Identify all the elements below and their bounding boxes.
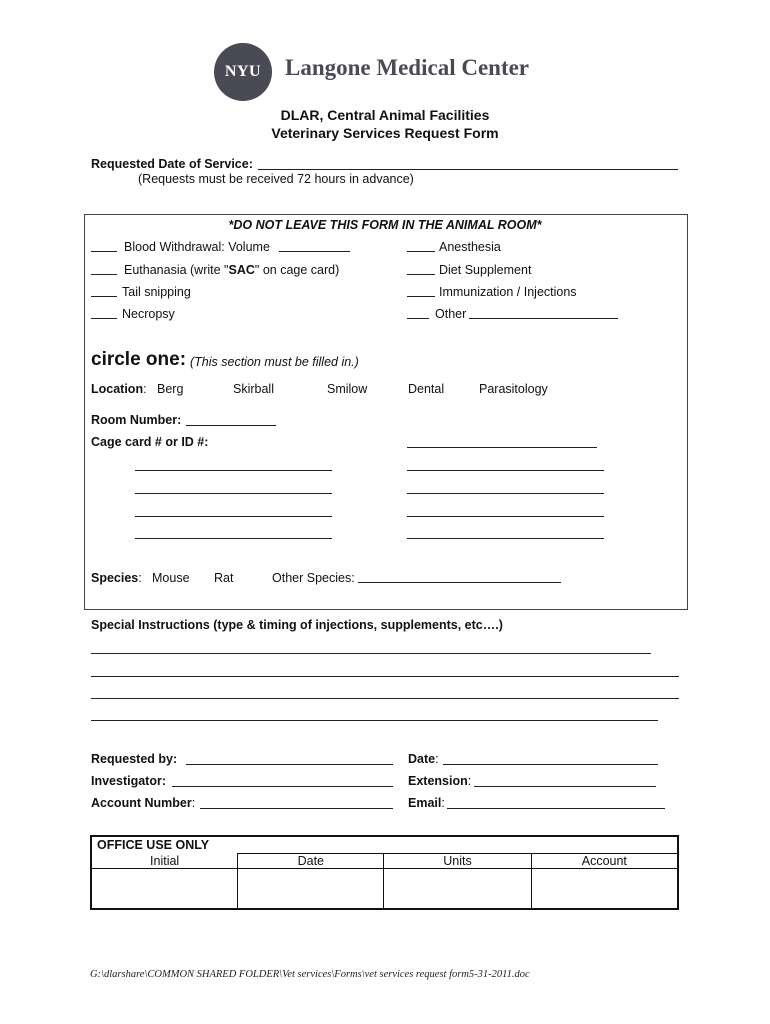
office-cell-initial[interactable] bbox=[91, 869, 238, 909]
cage-card-field[interactable] bbox=[407, 538, 604, 539]
location-smilow[interactable]: Smilow bbox=[327, 382, 368, 396]
special-instructions-label: Special Instructions (type & timing of injections, supplements, etc….) bbox=[91, 618, 503, 632]
form-title-line2: Veterinary Services Request Form bbox=[271, 125, 499, 141]
office-use-title: OFFICE USE ONLY bbox=[91, 836, 678, 854]
euthanasia-check[interactable] bbox=[91, 274, 117, 275]
tail-snipping-label: Tail snipping bbox=[122, 285, 191, 299]
account-number-row: Account Number: bbox=[91, 796, 196, 810]
service-date-label: Requested Date of Service: bbox=[91, 157, 253, 171]
species-rat[interactable]: Rat bbox=[214, 571, 234, 585]
date-label: Date bbox=[408, 752, 436, 766]
tail-snipping-check[interactable] bbox=[91, 296, 117, 297]
other-service-field[interactable] bbox=[469, 318, 618, 319]
anesthesia-check[interactable] bbox=[407, 251, 435, 252]
warning-text: *DO NOT LEAVE THIS FORM IN THE ANIMAL ROOM* bbox=[228, 218, 542, 232]
sac-text: SAC bbox=[228, 263, 255, 277]
room-number-field[interactable] bbox=[186, 425, 276, 426]
special-instructions-line[interactable] bbox=[91, 720, 658, 721]
cage-card-field[interactable] bbox=[135, 470, 332, 471]
euthanasia-label bbox=[124, 263, 339, 277]
special-instructions-line[interactable] bbox=[91, 698, 679, 699]
euthanasia-label-post: " on cage card) bbox=[254, 263, 340, 277]
service-date-note: (Requests must be received 72 hours in advance) bbox=[138, 172, 414, 186]
nyu-logo-mark: NYU bbox=[214, 43, 272, 101]
blood-withdrawal-check[interactable] bbox=[91, 251, 117, 252]
special-instructions-line[interactable] bbox=[91, 676, 679, 677]
species-mouse[interactable]: Mouse bbox=[152, 571, 190, 585]
email-label: Email bbox=[408, 796, 442, 810]
location-label: Location bbox=[91, 382, 144, 396]
office-col-units: Units bbox=[384, 854, 531, 869]
other-species-label: Other Species: bbox=[272, 571, 355, 585]
volume-field[interactable] bbox=[279, 251, 350, 252]
cage-card-field[interactable] bbox=[135, 493, 332, 494]
cage-card-field[interactable] bbox=[407, 470, 604, 471]
other-service-check[interactable] bbox=[407, 318, 429, 319]
circle-one-note: (This section must be filled in.) bbox=[190, 355, 359, 369]
circle-one-heading: circle one: bbox=[91, 349, 187, 370]
diet-supplement-label: Diet Supplement bbox=[439, 263, 532, 277]
location-parasitology[interactable]: Parasitology bbox=[479, 382, 548, 396]
cage-card-label: Cage card # or ID #: bbox=[91, 435, 209, 449]
cage-card-field[interactable] bbox=[135, 538, 332, 539]
species-row: Species: bbox=[91, 571, 142, 585]
investigator-label: Investigator: bbox=[91, 774, 167, 788]
location-row: Location: bbox=[91, 382, 147, 396]
location-berg[interactable]: Berg bbox=[157, 382, 184, 396]
blood-withdrawal-label: Blood Withdrawal: Volume bbox=[124, 240, 270, 254]
service-date-field[interactable] bbox=[258, 169, 678, 170]
species-label: Species bbox=[91, 571, 139, 585]
cage-card-field[interactable] bbox=[407, 447, 597, 448]
account-number-field[interactable] bbox=[200, 808, 393, 809]
account-number-label: Account Number bbox=[91, 796, 192, 810]
location-dental[interactable]: Dental bbox=[408, 382, 445, 396]
cage-card-field[interactable] bbox=[135, 516, 332, 517]
other-service-label: Other bbox=[435, 307, 467, 321]
email-field[interactable] bbox=[447, 808, 665, 809]
office-cell-units[interactable] bbox=[384, 869, 531, 909]
requested-by-label: Requested by: bbox=[91, 752, 178, 766]
location-skirball[interactable]: Skirball bbox=[233, 382, 274, 396]
extension-row: Extension: bbox=[408, 774, 472, 788]
anesthesia-label: Anesthesia bbox=[439, 240, 501, 254]
office-cell-date[interactable] bbox=[238, 869, 384, 909]
necropsy-check[interactable] bbox=[91, 318, 117, 319]
investigator-field[interactable] bbox=[172, 786, 393, 787]
email-row: Email: bbox=[408, 796, 445, 810]
extension-label: Extension bbox=[408, 774, 468, 788]
form-title-line1: DLAR, Central Animal Facilities bbox=[280, 107, 490, 123]
date-field[interactable] bbox=[443, 764, 658, 765]
date-row: Date: bbox=[408, 752, 439, 766]
office-col-initial: Initial bbox=[91, 854, 238, 869]
office-col-account: Account bbox=[531, 854, 678, 869]
special-instructions-line[interactable] bbox=[91, 653, 651, 654]
office-use-table bbox=[90, 835, 679, 910]
cage-card-field[interactable] bbox=[407, 516, 604, 517]
other-species-field[interactable] bbox=[358, 582, 561, 583]
immunization-label: Immunization / Injections bbox=[439, 285, 577, 299]
office-col-date: Date bbox=[238, 854, 384, 869]
requested-by-field[interactable] bbox=[186, 764, 393, 765]
extension-field[interactable] bbox=[474, 786, 656, 787]
room-number-label: Room Number: bbox=[91, 413, 182, 427]
diet-supplement-check[interactable] bbox=[407, 274, 435, 275]
immunization-check[interactable] bbox=[407, 296, 435, 297]
file-path-footer: G:\dlarshare\COMMON SHARED FOLDER\Vet services\Forms\vet services request form5-31-2011.doc bbox=[90, 969, 530, 980]
logo-text: Langone Medical Center bbox=[285, 55, 530, 80]
cage-card-field[interactable] bbox=[407, 493, 604, 494]
euthanasia-label-pre: Euthanasia (write " bbox=[124, 263, 229, 277]
office-cell-account[interactable] bbox=[531, 869, 678, 909]
necropsy-label: Necropsy bbox=[122, 307, 175, 321]
